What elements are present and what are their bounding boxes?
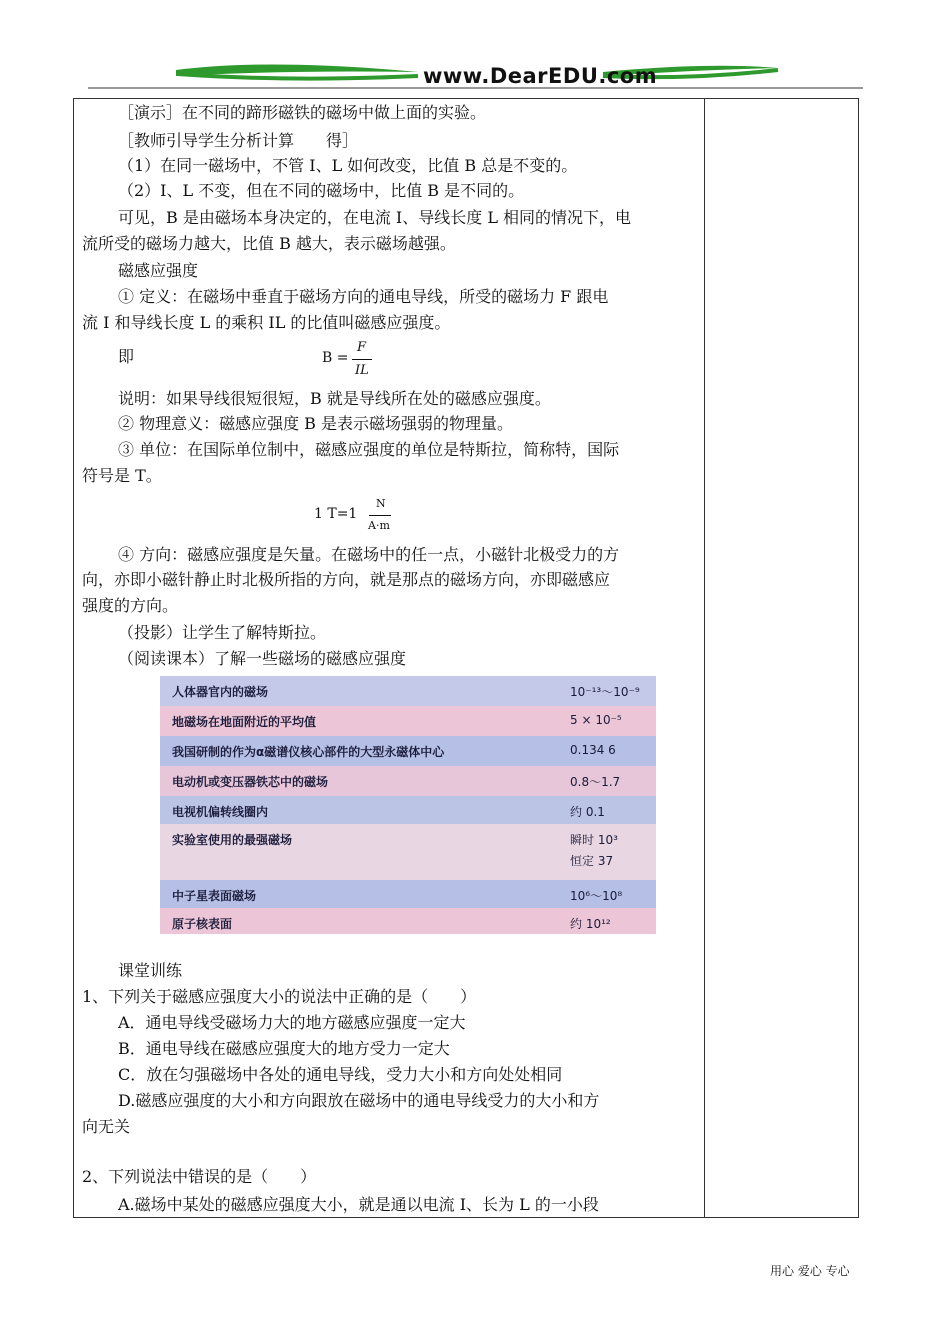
text-line: 即 xyxy=(118,347,135,366)
table-row xyxy=(160,908,656,934)
text-line: 符号是 T。 xyxy=(82,466,162,485)
magnetic-field-reference-table xyxy=(160,676,656,934)
text-line: 流所受的磁场力越大，比值 B 越大，表示磁场越强。 xyxy=(82,234,456,253)
text-line: （阅读课本）了解一些磁场的磁感应强度 xyxy=(118,649,407,668)
option-a: A．通电导线受磁场力大的地方磁感应强度一定大 xyxy=(118,1013,466,1032)
text-line: 说明：如果导线很短很短，B 就是导线所在处的磁感应强度。 xyxy=(118,389,551,408)
text-line: ④ 方向：磁感应强度是矢量。在磁场中的任一点，小磁针北极受力的方 xyxy=(118,545,620,564)
question-2: 2、下列说法中错误的是（ ） xyxy=(82,1167,317,1186)
option-c: C．放在匀强磁场中各处的通电导线，受力大小和方向处处相同 xyxy=(118,1065,563,1084)
text-line: ［演示］在不同的蹄形磁铁的磁场中做上面的实验。 xyxy=(118,103,487,122)
table-cell-value: 瞬时 10³ xyxy=(570,833,618,847)
text-line: （投影）让学生了解特斯拉。 xyxy=(118,623,327,642)
table-cell-value: 5 × 10⁻⁵ xyxy=(570,713,622,727)
question-1: 1、下列关于磁感应强度大小的说法中正确的是（ ） xyxy=(82,987,477,1006)
text-line: ① 定义：在磁场中垂直于磁场方向的通电导线，所受的磁场力 F 跟电 xyxy=(118,287,609,306)
table-cell-name: 人体器官内的磁场 xyxy=(172,685,269,699)
formula-b-lhs: B = xyxy=(322,350,349,366)
table-row xyxy=(160,880,656,908)
table-cell-value: 10⁻¹³～10⁻⁹ xyxy=(570,685,640,699)
table-row xyxy=(160,796,656,824)
table-cell-name: 中子星表面磁场 xyxy=(172,889,257,903)
fraction-bar xyxy=(369,515,391,516)
table-cell-value: 0.8～1.7 xyxy=(570,775,621,789)
text-line: 磁感应强度 xyxy=(118,261,199,280)
table-cell-name: 我国研制的作为α磁谱仪核心部件的大型永磁体中心 xyxy=(172,745,445,759)
text-line: 向，亦即小磁针静止时北极所指的方向，就是那点的磁场方向，亦即磁感应 xyxy=(82,570,611,589)
text-line: ［教师引导学生分析计算 得］ xyxy=(118,131,359,150)
table-cell-name: 实验室使用的最强磁场 xyxy=(172,833,293,847)
option-d: D.磁感应强度的大小和方向跟放在磁场中的通电导线受力的大小和方 xyxy=(118,1091,600,1110)
table-row xyxy=(160,706,656,736)
table-cell-value: 约 0.1 xyxy=(570,805,605,819)
site-name: www.DearEDU.com xyxy=(423,64,658,88)
text-line: （2）I、L 不变，但在不同的磁场中，比值 B 是不同的。 xyxy=(118,181,525,200)
table-cell-name: 电动机或变压器铁芯中的磁场 xyxy=(172,775,329,789)
page-footer: 用心 爱心 专心 xyxy=(770,1264,850,1278)
option-a: A.磁场中某处的磁感应强度大小，就是通以电流 I、长为 L 的一小段 xyxy=(118,1195,599,1214)
table-cell-value: 恒定 37 xyxy=(570,854,614,868)
formula-t-lhs: 1 T=1 xyxy=(314,506,358,522)
table-row xyxy=(160,676,656,706)
option-d-cont: 向无关 xyxy=(82,1117,131,1136)
text-line: （1）在同一磁场中，不管 I、L 如何改变，比值 B 总是不变的。 xyxy=(118,156,578,175)
text-line: 可见，B 是由磁场本身决定的，在电流 I、导线长度 L 相同的情况下，电 xyxy=(118,208,632,227)
table-cell-value: 10⁶～10⁸ xyxy=(570,889,623,903)
table-row xyxy=(160,766,656,796)
text-line: 课堂训练 xyxy=(118,961,183,980)
formula-b-denominator: IL xyxy=(355,363,369,378)
formula-t-denominator: A·m xyxy=(368,519,390,532)
text-line: ② 物理意义：磁感应强度 B 是表示磁场强弱的物理量。 xyxy=(118,414,514,433)
option-b: B．通电导线在磁感应强度大的地方受力一定大 xyxy=(118,1039,450,1058)
text-line: 流 I 和导线长度 L 的乘积 IL 的比值叫磁感应强度。 xyxy=(82,313,451,332)
text-line: 强度的方向。 xyxy=(82,596,179,615)
table-row xyxy=(160,824,656,880)
text-line: ③ 单位：在国际单位制中，磁感应强度的单位是特斯拉，简称特，国际 xyxy=(118,440,620,459)
formula-b-numerator: F xyxy=(357,340,367,355)
table-cell-value: 0.134 6 xyxy=(570,743,616,757)
table-cell-value: 约 10¹² xyxy=(570,917,611,931)
table-cell-name: 原子核表面 xyxy=(172,917,233,931)
table-cell-name: 电视机偏转线圈内 xyxy=(172,805,269,819)
table-row xyxy=(160,736,656,766)
fraction-bar xyxy=(352,359,372,360)
formula-t-numerator: N xyxy=(376,497,386,510)
table-cell-name: 地磁场在地面附近的平均值 xyxy=(172,715,317,729)
column-divider xyxy=(704,99,705,1217)
site-header xyxy=(88,58,863,98)
